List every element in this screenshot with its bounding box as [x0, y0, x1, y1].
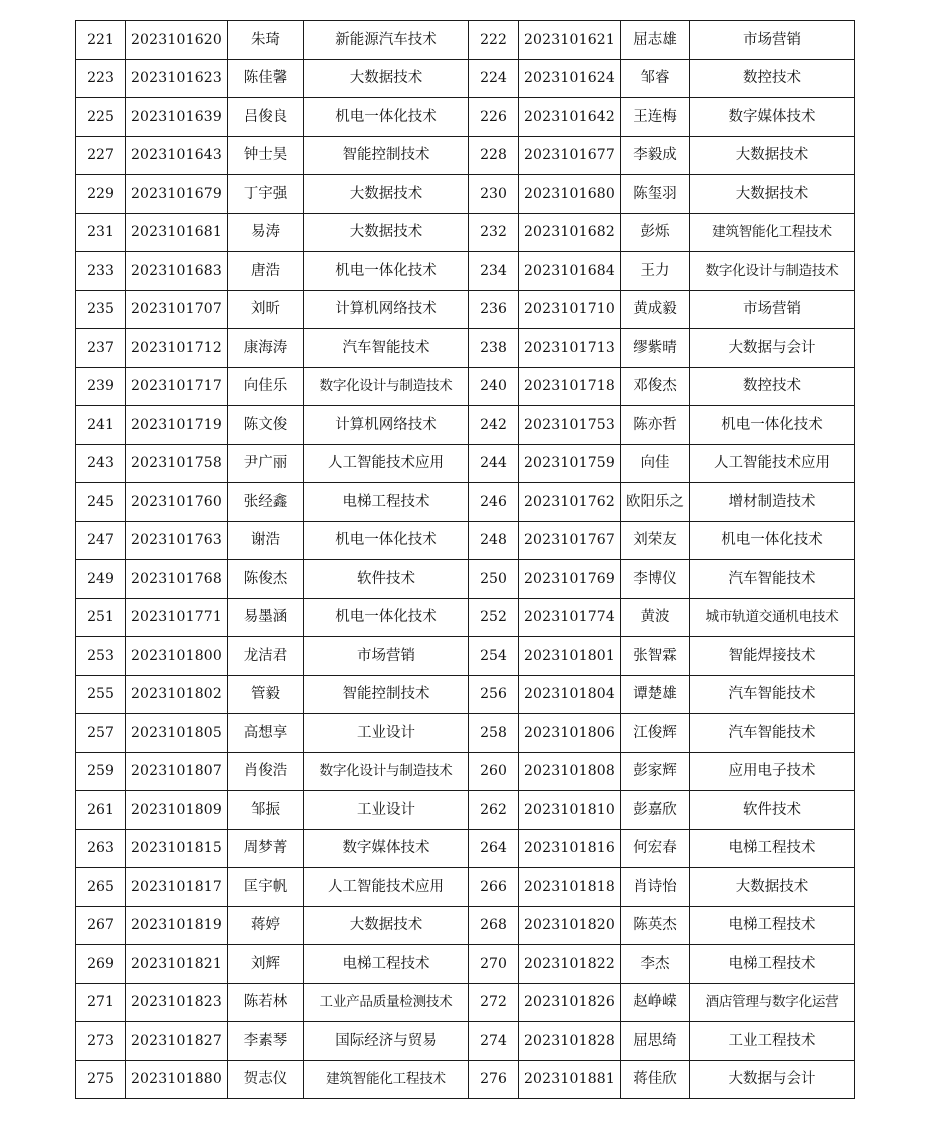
- row-number-cell: 257: [76, 714, 126, 753]
- row-number-cell: 261: [76, 791, 126, 830]
- row-number-cell: 222: [469, 21, 519, 60]
- student-id-cell: 2023101681: [126, 213, 228, 252]
- student-name-cell: 屈思绮: [621, 1022, 690, 1061]
- student-name-cell: 蒋佳欣: [621, 1060, 690, 1099]
- row-number-cell: 227: [76, 136, 126, 175]
- row-number-cell: 250: [469, 560, 519, 599]
- student-name-cell: 匡宇帆: [228, 868, 304, 907]
- row-number-cell: 266: [469, 868, 519, 907]
- table-row: [76, 714, 855, 753]
- major-name-cell: 城市轨道交通机电技术: [690, 598, 855, 637]
- student-name-cell: 唐浩: [228, 252, 304, 291]
- student-name-cell: 李毅成: [621, 136, 690, 175]
- table-row: [76, 98, 855, 137]
- student-id-cell: 2023101800: [126, 637, 228, 676]
- student-id-cell: 2023101767: [519, 521, 621, 560]
- row-number-cell: 246: [469, 483, 519, 522]
- row-number-cell: 267: [76, 906, 126, 945]
- major-name-cell: 工业工程技术: [690, 1022, 855, 1061]
- student-name-cell: 彭烁: [621, 213, 690, 252]
- row-number-cell: 223: [76, 59, 126, 98]
- table-row: [76, 136, 855, 175]
- student-name-cell: 赵峥嵘: [621, 983, 690, 1022]
- student-name-cell: 陈玺羽: [621, 175, 690, 214]
- student-id-cell: 2023101717: [126, 367, 228, 406]
- student-name-cell: 李素琴: [228, 1022, 304, 1061]
- major-name-cell: 人工智能技术应用: [690, 444, 855, 483]
- major-name-cell: 汽车智能技术: [304, 329, 469, 368]
- major-name-cell: 市场营销: [690, 21, 855, 60]
- student-id-cell: 2023101810: [519, 791, 621, 830]
- student-roster-table: [75, 20, 855, 1099]
- major-name-cell: 新能源汽车技术: [304, 21, 469, 60]
- row-number-cell: 251: [76, 598, 126, 637]
- student-name-cell: 朱琦: [228, 21, 304, 60]
- student-name-cell: 黄成毅: [621, 290, 690, 329]
- row-number-cell: 244: [469, 444, 519, 483]
- row-number-cell: 243: [76, 444, 126, 483]
- major-name-cell: 软件技术: [690, 791, 855, 830]
- major-name-cell: 大数据技术: [304, 213, 469, 252]
- student-name-cell: 康海涛: [228, 329, 304, 368]
- row-number-cell: 275: [76, 1060, 126, 1099]
- row-number-cell: 238: [469, 329, 519, 368]
- student-id-cell: 2023101753: [519, 406, 621, 445]
- table-row: [76, 213, 855, 252]
- student-name-cell: 江俊辉: [621, 714, 690, 753]
- row-number-cell: 230: [469, 175, 519, 214]
- major-name-cell: 大数据技术: [304, 59, 469, 98]
- major-name-cell: 智能控制技术: [304, 675, 469, 714]
- table-row: [76, 483, 855, 522]
- student-id-cell: 2023101677: [519, 136, 621, 175]
- major-name-cell: 大数据与会计: [690, 1060, 855, 1099]
- student-name-cell: 彭家辉: [621, 752, 690, 791]
- row-number-cell: 228: [469, 136, 519, 175]
- major-name-cell: 工业设计: [304, 714, 469, 753]
- table-row: [76, 406, 855, 445]
- major-name-cell: 电梯工程技术: [690, 945, 855, 984]
- student-name-cell: 刘荣友: [621, 521, 690, 560]
- student-name-cell: 缪紫晴: [621, 329, 690, 368]
- row-number-cell: 236: [469, 290, 519, 329]
- table-row: [76, 290, 855, 329]
- table-row: [76, 829, 855, 868]
- row-number-cell: 253: [76, 637, 126, 676]
- student-name-cell: 陈若林: [228, 983, 304, 1022]
- student-id-cell: 2023101683: [126, 252, 228, 291]
- student-name-cell: 尹广丽: [228, 444, 304, 483]
- row-number-cell: 242: [469, 406, 519, 445]
- student-name-cell: 向佳乐: [228, 367, 304, 406]
- student-id-cell: 2023101817: [126, 868, 228, 907]
- major-name-cell: 增材制造技术: [690, 483, 855, 522]
- major-name-cell: 数字化设计与制造技术: [304, 752, 469, 791]
- major-name-cell: 建筑智能化工程技术: [304, 1060, 469, 1099]
- row-number-cell: 226: [469, 98, 519, 137]
- student-name-cell: 陈佳馨: [228, 59, 304, 98]
- student-name-cell: 谭楚雄: [621, 675, 690, 714]
- row-number-cell: 252: [469, 598, 519, 637]
- row-number-cell: 262: [469, 791, 519, 830]
- major-name-cell: 大数据与会计: [690, 329, 855, 368]
- major-name-cell: 电梯工程技术: [304, 483, 469, 522]
- row-number-cell: 259: [76, 752, 126, 791]
- student-id-cell: 2023101763: [126, 521, 228, 560]
- row-number-cell: 229: [76, 175, 126, 214]
- major-name-cell: 数字媒体技术: [690, 98, 855, 137]
- major-name-cell: 汽车智能技术: [690, 560, 855, 599]
- student-name-cell: 易涛: [228, 213, 304, 252]
- row-number-cell: 221: [76, 21, 126, 60]
- student-name-cell: 易墨涵: [228, 598, 304, 637]
- student-id-cell: 2023101759: [519, 444, 621, 483]
- student-id-cell: 2023101806: [519, 714, 621, 753]
- major-name-cell: 市场营销: [304, 637, 469, 676]
- table-row: [76, 521, 855, 560]
- major-name-cell: 电梯工程技术: [690, 829, 855, 868]
- major-name-cell: 数字化设计与制造技术: [304, 367, 469, 406]
- student-id-cell: 2023101682: [519, 213, 621, 252]
- student-name-cell: 管毅: [228, 675, 304, 714]
- major-name-cell: 工业设计: [304, 791, 469, 830]
- row-number-cell: 270: [469, 945, 519, 984]
- student-name-cell: 张经鑫: [228, 483, 304, 522]
- row-number-cell: 274: [469, 1022, 519, 1061]
- student-id-cell: 2023101801: [519, 637, 621, 676]
- row-number-cell: 260: [469, 752, 519, 791]
- row-number-cell: 272: [469, 983, 519, 1022]
- row-number-cell: 264: [469, 829, 519, 868]
- student-name-cell: 肖俊浩: [228, 752, 304, 791]
- row-number-cell: 254: [469, 637, 519, 676]
- major-name-cell: 汽车智能技术: [690, 714, 855, 753]
- table-row: [76, 21, 855, 60]
- row-number-cell: 265: [76, 868, 126, 907]
- major-name-cell: 数字媒体技术: [304, 829, 469, 868]
- student-name-cell: 邹振: [228, 791, 304, 830]
- major-name-cell: 国际经济与贸易: [304, 1022, 469, 1061]
- row-number-cell: 273: [76, 1022, 126, 1061]
- major-name-cell: 电梯工程技术: [690, 906, 855, 945]
- row-number-cell: 241: [76, 406, 126, 445]
- student-id-cell: 2023101828: [519, 1022, 621, 1061]
- table-row: [76, 945, 855, 984]
- row-number-cell: 240: [469, 367, 519, 406]
- table-row: [76, 560, 855, 599]
- table-row: [76, 175, 855, 214]
- student-name-cell: 丁宇强: [228, 175, 304, 214]
- student-id-cell: 2023101621: [519, 21, 621, 60]
- table-row: [76, 791, 855, 830]
- student-id-cell: 2023101880: [126, 1060, 228, 1099]
- row-number-cell: 232: [469, 213, 519, 252]
- roster-body: [76, 21, 855, 1099]
- student-name-cell: 王连梅: [621, 98, 690, 137]
- student-name-cell: 龙洁君: [228, 637, 304, 676]
- student-id-cell: 2023101760: [126, 483, 228, 522]
- major-name-cell: 大数据技术: [690, 136, 855, 175]
- student-id-cell: 2023101818: [519, 868, 621, 907]
- major-name-cell: 数控技术: [690, 367, 855, 406]
- student-id-cell: 2023101816: [519, 829, 621, 868]
- student-id-cell: 2023101823: [126, 983, 228, 1022]
- student-id-cell: 2023101827: [126, 1022, 228, 1061]
- row-number-cell: 269: [76, 945, 126, 984]
- student-name-cell: 蒋婷: [228, 906, 304, 945]
- row-number-cell: 233: [76, 252, 126, 291]
- major-name-cell: 计算机网络技术: [304, 406, 469, 445]
- table-row: [76, 367, 855, 406]
- major-name-cell: 机电一体化技术: [304, 98, 469, 137]
- student-name-cell: 肖诗怡: [621, 868, 690, 907]
- major-name-cell: 汽车智能技术: [690, 675, 855, 714]
- student-name-cell: 邓俊杰: [621, 367, 690, 406]
- major-name-cell: 大数据技术: [690, 175, 855, 214]
- student-name-cell: 周梦菁: [228, 829, 304, 868]
- row-number-cell: 235: [76, 290, 126, 329]
- row-number-cell: 276: [469, 1060, 519, 1099]
- student-name-cell: 王力: [621, 252, 690, 291]
- student-id-cell: 2023101774: [519, 598, 621, 637]
- student-id-cell: 2023101684: [519, 252, 621, 291]
- student-id-cell: 2023101815: [126, 829, 228, 868]
- student-id-cell: 2023101718: [519, 367, 621, 406]
- row-number-cell: 255: [76, 675, 126, 714]
- student-id-cell: 2023101808: [519, 752, 621, 791]
- major-name-cell: 人工智能技术应用: [304, 444, 469, 483]
- major-name-cell: 建筑智能化工程技术: [690, 213, 855, 252]
- student-id-cell: 2023101822: [519, 945, 621, 984]
- major-name-cell: 工业产品质量检测技术: [304, 983, 469, 1022]
- major-name-cell: 数字化设计与制造技术: [690, 252, 855, 291]
- student-id-cell: 2023101642: [519, 98, 621, 137]
- student-name-cell: 陈文俊: [228, 406, 304, 445]
- major-name-cell: 计算机网络技术: [304, 290, 469, 329]
- student-name-cell: 黄波: [621, 598, 690, 637]
- student-name-cell: 陈亦哲: [621, 406, 690, 445]
- major-name-cell: 市场营销: [690, 290, 855, 329]
- student-name-cell: 向佳: [621, 444, 690, 483]
- student-id-cell: 2023101719: [126, 406, 228, 445]
- major-name-cell: 应用电子技术: [690, 752, 855, 791]
- student-id-cell: 2023101679: [126, 175, 228, 214]
- row-number-cell: 225: [76, 98, 126, 137]
- student-id-cell: 2023101624: [519, 59, 621, 98]
- student-name-cell: 刘昕: [228, 290, 304, 329]
- student-id-cell: 2023101819: [126, 906, 228, 945]
- student-id-cell: 2023101807: [126, 752, 228, 791]
- row-number-cell: 237: [76, 329, 126, 368]
- table-row: [76, 444, 855, 483]
- table-row: [76, 983, 855, 1022]
- student-id-cell: 2023101805: [126, 714, 228, 753]
- table-row: [76, 598, 855, 637]
- student-name-cell: 屈志雄: [621, 21, 690, 60]
- student-name-cell: 陈英杰: [621, 906, 690, 945]
- row-number-cell: 249: [76, 560, 126, 599]
- student-name-cell: 刘辉: [228, 945, 304, 984]
- student-name-cell: 吕俊良: [228, 98, 304, 137]
- table-row: [76, 752, 855, 791]
- student-name-cell: 高想享: [228, 714, 304, 753]
- student-name-cell: 谢浩: [228, 521, 304, 560]
- major-name-cell: 酒店管理与数字化运营: [690, 983, 855, 1022]
- student-name-cell: 陈俊杰: [228, 560, 304, 599]
- major-name-cell: 智能控制技术: [304, 136, 469, 175]
- student-id-cell: 2023101643: [126, 136, 228, 175]
- student-name-cell: 贺志仪: [228, 1060, 304, 1099]
- major-name-cell: 数控技术: [690, 59, 855, 98]
- major-name-cell: 机电一体化技术: [690, 406, 855, 445]
- table-row: [76, 329, 855, 368]
- major-name-cell: 智能焊接技术: [690, 637, 855, 676]
- student-id-cell: 2023101809: [126, 791, 228, 830]
- row-number-cell: 263: [76, 829, 126, 868]
- table-row: [76, 906, 855, 945]
- student-name-cell: 欧阳乐之: [621, 483, 690, 522]
- row-number-cell: 258: [469, 714, 519, 753]
- student-id-cell: 2023101620: [126, 21, 228, 60]
- major-name-cell: 软件技术: [304, 560, 469, 599]
- student-id-cell: 2023101639: [126, 98, 228, 137]
- row-number-cell: 268: [469, 906, 519, 945]
- student-name-cell: 李博仪: [621, 560, 690, 599]
- student-id-cell: 2023101804: [519, 675, 621, 714]
- table-row: [76, 637, 855, 676]
- student-id-cell: 2023101769: [519, 560, 621, 599]
- student-id-cell: 2023101802: [126, 675, 228, 714]
- row-number-cell: 247: [76, 521, 126, 560]
- major-name-cell: 机电一体化技术: [304, 598, 469, 637]
- row-number-cell: 231: [76, 213, 126, 252]
- student-id-cell: 2023101768: [126, 560, 228, 599]
- student-id-cell: 2023101821: [126, 945, 228, 984]
- student-id-cell: 2023101710: [519, 290, 621, 329]
- student-name-cell: 李杰: [621, 945, 690, 984]
- student-name-cell: 彭嘉欣: [621, 791, 690, 830]
- student-name-cell: 钟士昊: [228, 136, 304, 175]
- student-id-cell: 2023101623: [126, 59, 228, 98]
- major-name-cell: 机电一体化技术: [304, 252, 469, 291]
- student-name-cell: 何宏春: [621, 829, 690, 868]
- student-id-cell: 2023101826: [519, 983, 621, 1022]
- student-id-cell: 2023101758: [126, 444, 228, 483]
- table-row: [76, 675, 855, 714]
- row-number-cell: 234: [469, 252, 519, 291]
- row-number-cell: 271: [76, 983, 126, 1022]
- student-id-cell: 2023101881: [519, 1060, 621, 1099]
- table-row: [76, 59, 855, 98]
- student-id-cell: 2023101762: [519, 483, 621, 522]
- table-row: [76, 1022, 855, 1061]
- major-name-cell: 大数据技术: [690, 868, 855, 907]
- student-name-cell: 张智霖: [621, 637, 690, 676]
- student-id-cell: 2023101771: [126, 598, 228, 637]
- row-number-cell: 248: [469, 521, 519, 560]
- student-id-cell: 2023101680: [519, 175, 621, 214]
- major-name-cell: 机电一体化技术: [304, 521, 469, 560]
- row-number-cell: 224: [469, 59, 519, 98]
- row-number-cell: 256: [469, 675, 519, 714]
- table-row: [76, 252, 855, 291]
- major-name-cell: 大数据技术: [304, 906, 469, 945]
- student-id-cell: 2023101707: [126, 290, 228, 329]
- student-name-cell: 邹睿: [621, 59, 690, 98]
- row-number-cell: 245: [76, 483, 126, 522]
- student-id-cell: 2023101713: [519, 329, 621, 368]
- student-id-cell: 2023101820: [519, 906, 621, 945]
- row-number-cell: 239: [76, 367, 126, 406]
- student-id-cell: 2023101712: [126, 329, 228, 368]
- major-name-cell: 机电一体化技术: [690, 521, 855, 560]
- major-name-cell: 大数据技术: [304, 175, 469, 214]
- table-row: [76, 868, 855, 907]
- table-row: [76, 1060, 855, 1099]
- major-name-cell: 电梯工程技术: [304, 945, 469, 984]
- major-name-cell: 人工智能技术应用: [304, 868, 469, 907]
